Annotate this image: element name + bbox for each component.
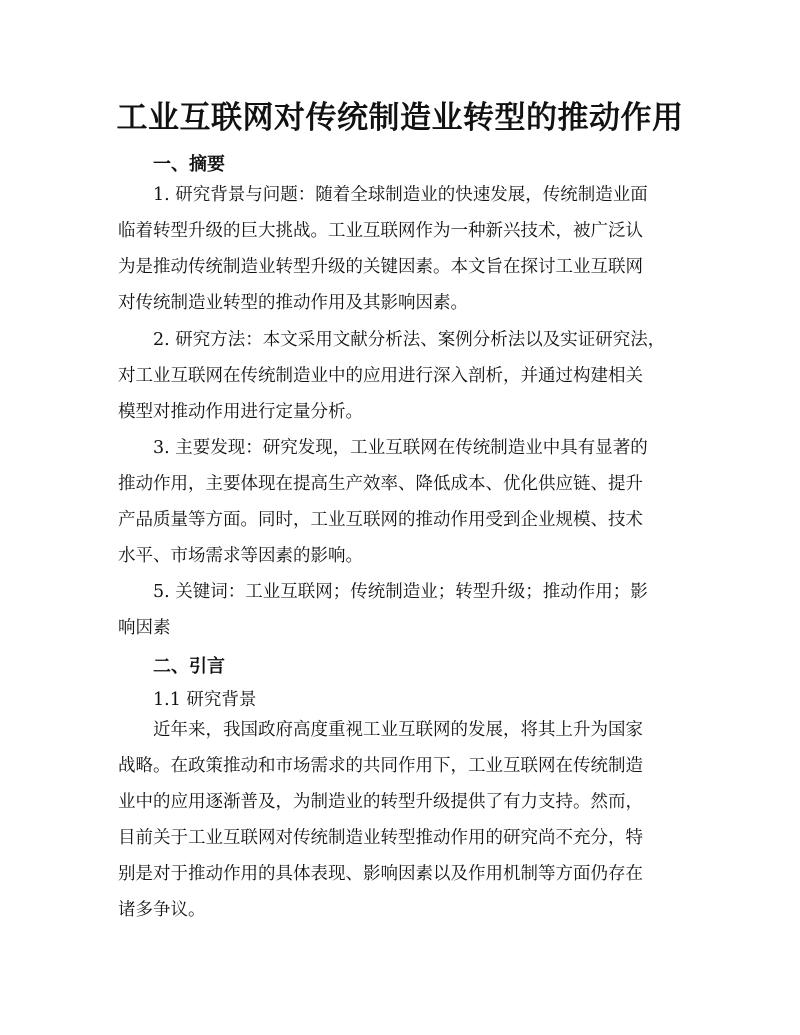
section-heading-introduction: 二、引言 — [153, 656, 225, 677]
subsection-heading-background: 1.1 研究背景 — [153, 690, 257, 710]
text-line: 临着转型升级的巨大挑战。工业互联网作为一种新兴技术，被广泛认 — [118, 221, 643, 241]
text-line: 诸多争议。 — [118, 900, 206, 920]
section-heading-abstract: 一、摘要 — [153, 154, 225, 175]
text-line: 3. 主要发现：研究发现，工业互联网在传统制造业中具有显著的 — [153, 438, 648, 458]
abstract-item-findings — [118, 430, 684, 574]
text-line: 业中的应用逐渐普及，为制造业的转型升级提供了有力支持。然而， — [118, 792, 643, 812]
text-line: 响因素 — [118, 618, 171, 638]
text-line: 别是对于推动作用的具体表现、影响因素以及作用机制等方面仍存在 — [118, 864, 643, 884]
text-line: 5. 关键词：工业互联网；传统制造业；转型升级；推动作用；影 — [153, 582, 648, 602]
text-line: 推动作用，主要体现在提高生产效率、降低成本、优化供应链、提升 — [118, 474, 643, 494]
abstract-item-background — [118, 177, 684, 321]
text-line: 为是推动传统制造业转型升级的关键因素。本文旨在探讨工业互联网 — [118, 257, 643, 277]
text-line: 对工业互联网在传统制造业中的应用进行深入剖析，并通过构建相关 — [118, 366, 643, 386]
introduction-paragraph — [118, 712, 684, 928]
text-line: 目前关于工业互联网对传统制造业转型推动作用的研究尚不充分，特 — [118, 828, 643, 848]
text-line: 近年来，我国政府高度重视工业互联网的发展，将其上升为国家 — [153, 720, 643, 740]
abstract-item-keywords — [118, 574, 684, 646]
text-line: 战略。在政策推动和市场需求的共同作用下，工业互联网在传统制造 — [118, 756, 643, 776]
text-line: 产品质量等方面。同时，工业互联网的推动作用受到企业规模、技术 — [118, 510, 643, 530]
text-line: 水平、市场需求等因素的影响。 — [118, 546, 363, 566]
document-title: 工业互联网对传统制造业转型的推动作用 — [116, 100, 684, 136]
text-line: 对传统制造业转型的推动作用及其影响因素。 — [118, 293, 468, 313]
abstract-item-methods — [118, 322, 684, 430]
text-line: 2. 研究方法：本文采用文献分析法、案例分析法以及实证研究法， — [153, 330, 666, 350]
text-line: 1. 研究背景与问题：随着全球制造业的快速发展，传统制造业面 — [153, 185, 648, 205]
text-line: 模型对推动作用进行定量分析。 — [118, 402, 363, 422]
